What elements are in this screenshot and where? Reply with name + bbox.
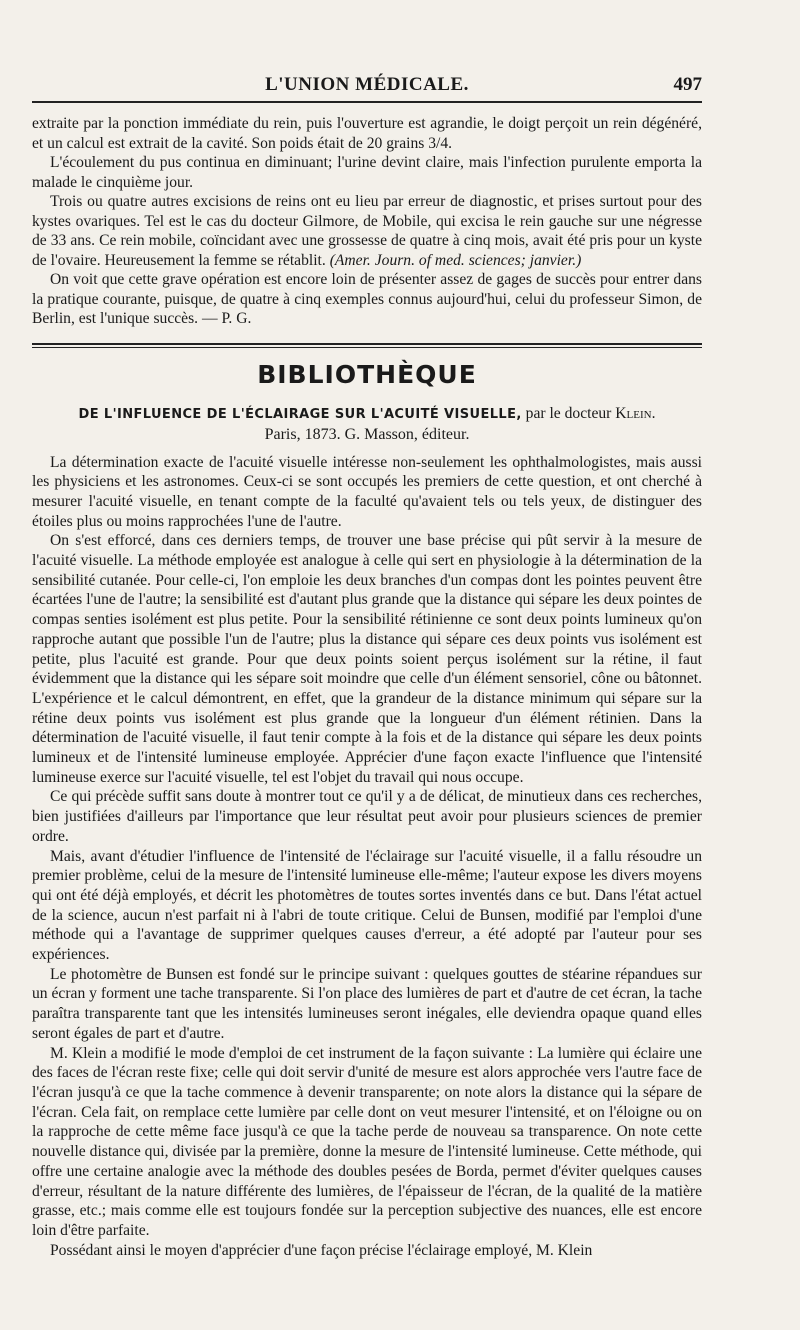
paragraph: On s'est efforcé, dans ces derniers temps, de trouver une base précise qui pût servir à la mesure de l'acuité visuelle. La méthode employée est analogue à celle qui sert en physiologie à la détermination de la sensibilité cutanée. Pour celle-ci, l'on emploie les deux branches d'un compas dont les pointes peuvent être écartées l'une de l'autre; la sensibilité est d'autant plus grande que la distance qui sépare les deux pointes de compas senties isolément est plus petite. Pour la sensibilité rétinienne ce sont deux points lumineux qu'on rapproche autant que possible l'un de l'autre; plus la distance qui sépare ces deux points vus isolément est petite, plus l'acuité est grande. Pour que deux points soient perçus isolément sur la rétine, il faut évidemment que la distance qui les sépare soit moindre que celle d'un élément sensoriel, cône ou bâtonnet. L'expérience et le calcul démontrent, en effet, que la grandeur de la distance minimum qui sépare sur la rétine deux points vus isolément est plus grande que la longueur d'un élément rétinien. Dans la détermination de l'acuité visuelle, il faut tenir compte à la fois et de la distance qui sépare les deux points lumineux et de l'intensité lumineuse employée. Apprécier d'une façon exacte l'influence que l'intensité lumineuse exerce sur l'acuité visuelle, tel est l'objet du travail qui nous occupe. <box>32 532 702 786</box>
paragraph: On voit que cette grave opération est encore loin de présenter assez de gages de succès pour entrer dans la pratique courante, puisque, de quatre à cinq exemples connus aujourd'hui, celui du professeur Simon, de Berlin, est l'unique succès. — P. G. <box>32 271 702 327</box>
paragraph-text: Trois ou quatre autres excisions de reins ont eu lieu par erreur de diagnostic, et prises surtout pour des kystes ovariques. Tel est le cas du docteur Gilmore, de Mobile, qui excisa le rein gauche sur une négresse de 33 ans. Ce rein mobile, coïncidant avec une grossesse de quatre à cinq mois, avait été pris pour un kyste de l'ovaire. Heureusement la femme se rétablit. <box>32 193 702 269</box>
book-author-prefix: par le docteur <box>525 404 612 422</box>
section-title: BIBLIOTHÈQUE <box>257 359 477 389</box>
paragraph: La détermination exacte de l'acuité visuelle intéresse non-seulement les ophthalmologistes, mais aussi les physiciens et les astronomes. Ceux-ci se sont occupés les premiers de cette question, et ont cherché à mesurer l'acuité visuelle, en tenant compte de la faculté qu'avaient tels ou tels yeux, de distinguer des étoiles plus ou moins rapprochées l'une de l'autre. <box>32 453 702 530</box>
paragraph: M. Klein a modifié le mode d'emploi de cet instrument de la façon suivante : La lumière qui éclaire une des faces de l'écran reste fixe; celle qui doit servir d'unité de mesure est alors approchée vers l'autre face de l'écran jusqu'à ce que la tache commence à devenir transparente; on note alors la distance qui la sépare de l'écran. Cela fait, on remplace cette lumière par celle dont on veut mesurer l'intensité, et on l'éloigne ou on la rapproche de cette même face jusqu'à ce que la tache perde de nouveau sa transparence. On note cette nouvelle distance qui, divisée par la première, donne la mesure de l'intensité lumineuse. Cette méthode, qui offre une certaine analogie avec la méthode des doubles pesées de Borda, permet d'éviter quelques causes d'erreur, résultant de la nature différente des lumières, de l'épaisseur de l'écran, de la qualité de la matière grasse, etc.; mais comme elle est toujours fondée sur la perception subjective des nuances, elle est encore loin d'être parfaite. <box>32 1044 702 1239</box>
section-separator <box>32 343 702 348</box>
book-title: DE L'INFLUENCE DE L'ÉCLAIRAGE SUR L'ACUITÉ VISUELLE, <box>78 406 522 422</box>
running-title: L'UNION MÉDICALE. <box>265 74 469 95</box>
previous-article-ending <box>32 114 702 329</box>
paragraph: Ce qui précède suffit sans doute à montrer tout ce qu'il y a de délicat, de minutieux dans ces recherches, bien justifiées d'ailleurs par l'importance que leur résultat peut avoir pour plusieurs sciences de premier ordre. <box>32 788 702 845</box>
review-body <box>32 453 702 1261</box>
book-author: Klein. <box>615 404 656 422</box>
paragraph: Mais, avant d'étudier l'influence de l'intensité de l'éclairage sur l'acuité visuelle, il a fallu résoudre un premier problème, celui de la mesure de l'intensité lumineuse elle-même; l'auteur expose les divers moyens qui ont été déjà employés, et décrit les photomètres de toutes sortes inventés dans ce but. Dans l'état actuel de la science, aucun n'est parfait ni à l'abri de toute critique. Celui de Bunsen, modifié par l'emploi d'une méthode qui a l'avantage de supprimer quelques causes d'erreur, a été adopté par l'auteur pour ses expériences. <box>32 847 702 964</box>
citation: (Amer. Journ. of med. sciences; janvier.) <box>329 251 582 269</box>
paragraph: L'écoulement du pus continua en diminuant; l'urine devint claire, mais l'infection purulente emporta la malade le cinquième jour. <box>32 154 702 191</box>
page-number: 497 <box>673 74 702 95</box>
header-rule <box>32 101 702 103</box>
paragraph: Possédant ainsi le moyen d'apprécier d'une façon précise l'éclairage employé, M. Klein <box>50 1241 593 1259</box>
page-header <box>32 0 702 100</box>
paragraph: extraite par la ponction immédiate du rein, puis l'ouverture est agrandie, le doigt perçoit un rein dégénéré, et un calcul est extrait de la cavité. Son poids était de 20 grains 3/4. <box>32 115 702 152</box>
paragraph <box>32 192 702 270</box>
book-reference <box>32 404 702 425</box>
publisher-line: Paris, 1873. G. Masson, éditeur. <box>264 425 470 443</box>
paragraph: Le photomètre de Bunsen est fondé sur le principe suivant : quelques gouttes de stéarine répandues sur un écran y forment une tache transparente. Si l'on place des lumières de part et d'autre de cet écran, la tache paraîtra transparente tant que les intensités lumineuses seront inégales, elle deviendra opaque quand elles seront égales de part et d'autre. <box>32 965 702 1042</box>
